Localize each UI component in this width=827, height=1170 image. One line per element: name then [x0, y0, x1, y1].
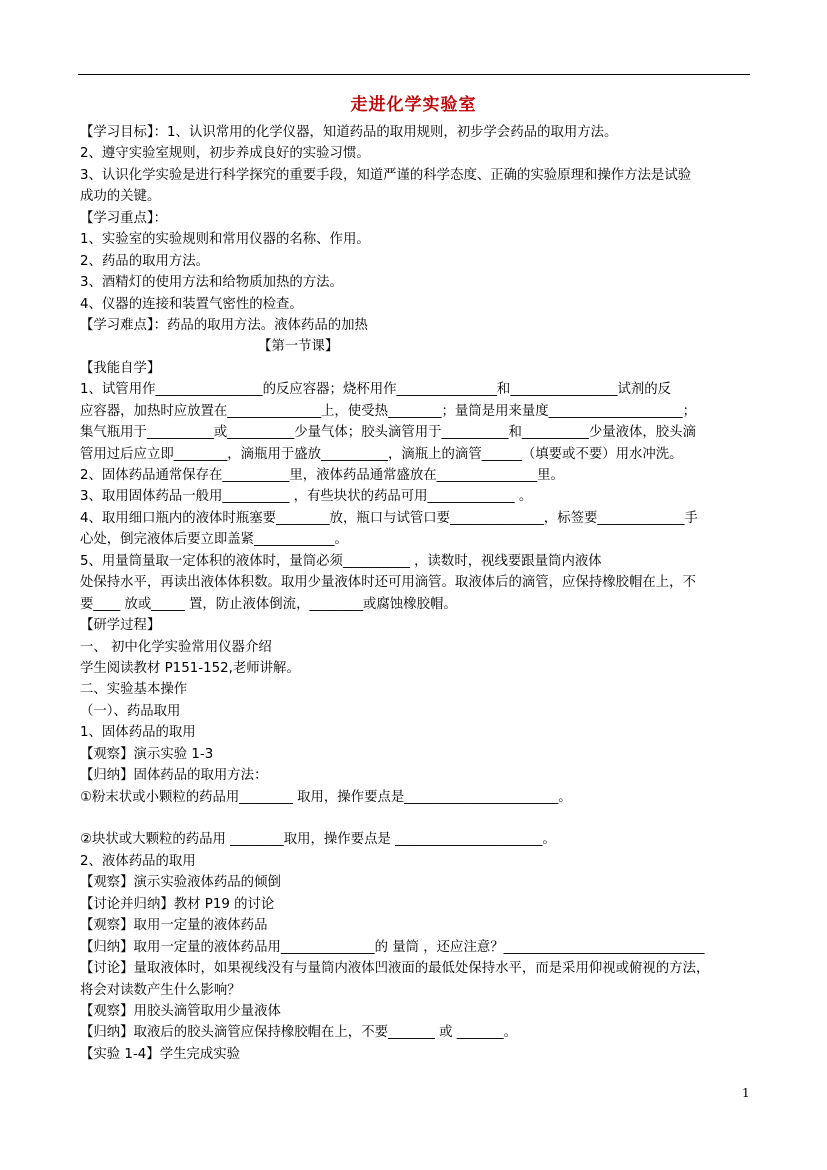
- text-line: 3、认识化学实验是进行科学探究的重要手段，知道严谨的科学态度、正确的实验原理和操作方法是试验: [80, 167, 692, 183]
- text-line: 【讨论并归纳】教材 P19 的讨论: [80, 896, 275, 912]
- text-line: 应容器，加热时应放置在______________上，使受热________；量筒是用来量度____________________；: [80, 403, 696, 419]
- text-line: 2、药品的取用方法。: [80, 253, 210, 269]
- text-line: 要____ 放或_____ 置，防止液体倒流，________或腐蚀橡胶帽。: [80, 596, 457, 612]
- text-line: 集气瓶用于__________或__________少量气体；胶头滴管用于__________和__________少量液体，胶头滴: [80, 425, 696, 441]
- text-line: 1、固体药品的取用: [80, 725, 196, 741]
- text-line: 成功的关键。: [80, 189, 161, 205]
- text-line: 学生阅读教材 P151-152,老师讲解。: [80, 660, 300, 676]
- text-line: 将会对读数产生什么影响？: [80, 982, 241, 998]
- text-line: 【学习难点】：药品的取用方法。液体药品的加热: [80, 317, 368, 333]
- section-heading: 【研学过程】: [80, 618, 161, 634]
- text-line: 心处，倒完液体后要立即盖紧____________。: [80, 532, 348, 548]
- page-number: 1: [742, 1086, 750, 1100]
- text-line: 管用过后应立即________，滴瓶用于盛放__________，滴瓶上的滴管______（填要或不要）用水冲洗。: [80, 446, 683, 462]
- text-line: 【学习目标】：1、认识常用的化学仪器，知道药品的取用规则，初步学会药品的取用方法。: [80, 125, 618, 140]
- text-line: 1、实验室的实验规则和常用仪器的名称、作用。: [80, 232, 370, 248]
- text-line: 【归纳】取液后的胶头滴管应保持橡胶帽在上，不要_______ 或 _______。: [80, 1025, 518, 1041]
- text-line: 【归纳】取用一定量的液体药品用______________的 量筒 ，还应注意？______________________________: [80, 939, 705, 955]
- text-line: 3、取用固体药品一般用__________ ，有些块状的药品可用_____________ 。: [80, 489, 533, 505]
- text-line: 4、取用细口瓶内的液体时瓶塞要________放，瓶口与试管口要______________，标签要_____________手: [80, 510, 698, 526]
- text-line: 【归纳】固体药品的取用方法：: [80, 768, 268, 784]
- lesson-heading: 【第一节课】: [258, 339, 339, 355]
- text-line: 【观察】取用一定量的液体药品: [80, 918, 268, 934]
- text-line: 4、仪器的连接和装置气密性的检查。: [80, 296, 303, 312]
- text-line: 1、试管用作________________的反应容器；烧杯用作_______________和________________试剂的反: [80, 382, 672, 398]
- text-line: 【讨论】量取液体时，如果视线没有与量筒内液体凹液面的最低处保持水平，而是采用仰视或俯视的方法，: [80, 961, 710, 977]
- text-line: 2、遵守实验室规则，初步养成良好的实验习惯。: [80, 146, 370, 162]
- text-line: 【实验 1-4】学生完成实验: [80, 1046, 241, 1062]
- text-line: 3、酒精灯的使用方法和给物质加热的方法。: [80, 275, 343, 291]
- text-line: 【观察】用胶头滴管取用少量液体: [80, 1003, 281, 1019]
- text-line: 2、固体药品通常保存在__________里，液体药品通常盛放在_______________里。: [80, 468, 564, 483]
- document-title: 走进化学实验室: [350, 95, 477, 115]
- section-heading: 【学习重点】：: [80, 210, 168, 226]
- text-line: 2、液体药品的取用: [80, 853, 196, 869]
- text-line: 5、用量筒量取一定体积的液体时，量筒必须__________ ，读数时，视线要跟量筒内液体: [80, 553, 602, 569]
- header-rule: [78, 74, 750, 75]
- text-line: （一）、药品取用: [80, 703, 181, 719]
- section-heading: 【我能自学】: [80, 360, 161, 376]
- text-line: ②块状或大颗粒的药品用 ________取用，操作要点是 ______________________。: [80, 832, 556, 848]
- blank-line: [80, 808, 752, 829]
- text-line: 二、实验基本操作: [80, 682, 188, 698]
- text-line: 一、 初中化学实验常用仪器介绍: [80, 639, 272, 655]
- text-line: 【观察】演示实验液体药品的倾倒: [80, 875, 281, 891]
- text-line: 处保持水平，再读出液体体积数。取用少量液体时还可用滴管。取液体后的滴管，应保持橡胶帽在上，不: [80, 575, 696, 591]
- document-body: [80, 122, 752, 1065]
- text-line: 【观察】演示实验 1-3: [80, 746, 214, 762]
- text-line: ①粉末状或小颗粒的药品用________ 取用，操作要点是_______________________。: [80, 789, 572, 805]
